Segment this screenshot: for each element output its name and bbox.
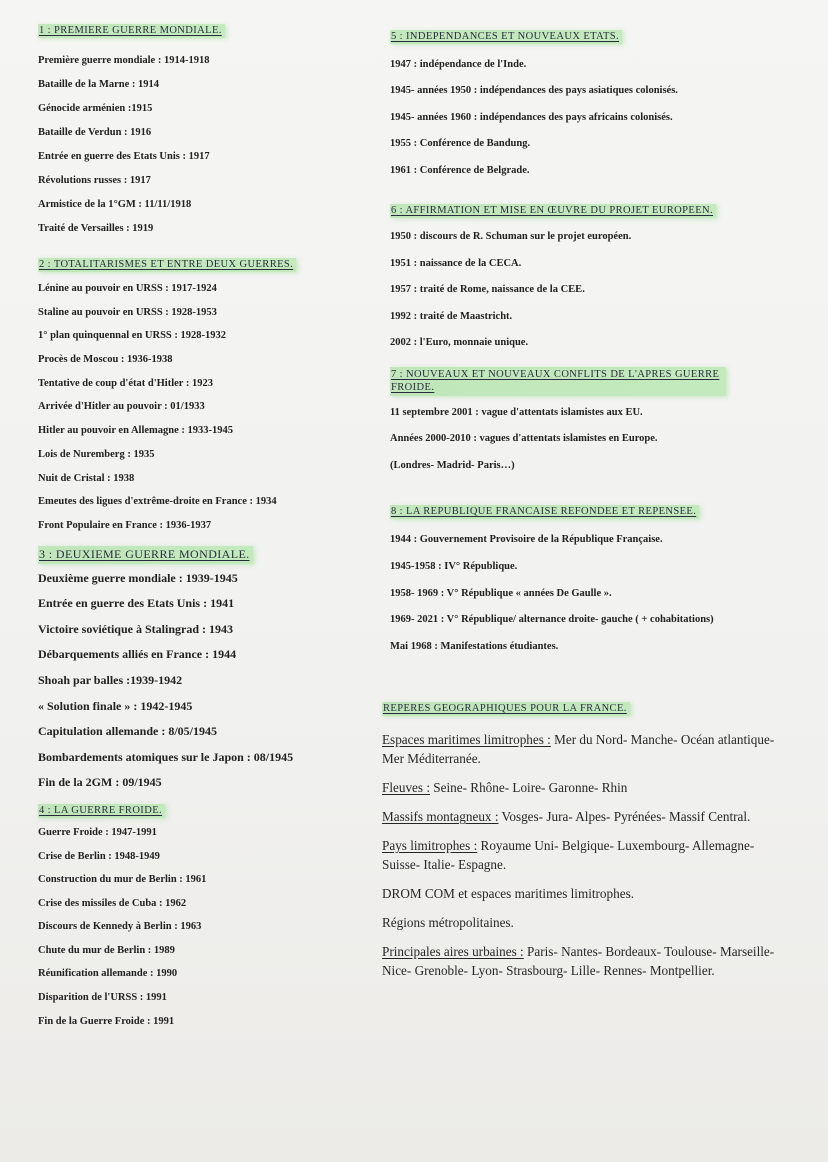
list-item: « Solution finale » : 1942-1945 bbox=[38, 698, 193, 713]
section-independences bbox=[390, 26, 822, 190]
list-item: Front Populaire en France : 1936-1937 bbox=[38, 519, 212, 531]
left-column bbox=[38, 20, 368, 1038]
section-title: 2 : TOTALITARISMES ET ENTRE DEUX GUERRES. bbox=[38, 258, 296, 272]
geography-entry bbox=[382, 942, 782, 980]
geography-entry-label: Massifs montagneux : bbox=[382, 809, 499, 824]
geography-entry bbox=[382, 884, 782, 903]
list-item: Crise des missiles de Cuba : 1962 bbox=[38, 897, 187, 909]
list-item: Fin de la 2GM : 09/1945 bbox=[38, 775, 162, 790]
list-item: Discours de Kennedy à Berlin : 1963 bbox=[38, 921, 202, 933]
section-geography-france bbox=[382, 698, 782, 990]
list-item: Années 2000-2010 : vagues d'attentats islamistes en Europe. bbox=[390, 433, 658, 445]
list-item: 1945- années 1950 : indépendances des pays asiatiques colonisés. bbox=[390, 85, 678, 97]
list-item: Révolutions russes : 1917 bbox=[38, 175, 151, 186]
list-item: Réunification allemande : 1990 bbox=[38, 968, 178, 980]
list-item: 1957 : traité de Rome, naissance de la CEE. bbox=[390, 284, 585, 296]
list-item: Nuit de Cristal : 1938 bbox=[38, 472, 135, 484]
list-item: Lénine au pouvoir en URSS : 1917-1924 bbox=[38, 283, 217, 294]
section-title: 1 : PREMIERE GUERRE MONDIALE. bbox=[38, 24, 225, 38]
list-item: Victoire soviétique à Stalingrad : 1943 bbox=[38, 621, 233, 636]
list-item: 1945-1958 : IV° République. bbox=[390, 561, 518, 573]
section-title: 5 : INDEPENDANCES ET NOUVEAUX ETATS. bbox=[390, 30, 622, 44]
list-item: Mai 1968 : Manifestations étudiantes. bbox=[390, 640, 559, 652]
list-item: Lois de Nuremberg : 1935 bbox=[38, 448, 155, 460]
list-item: 1992 : traité de Maastricht. bbox=[390, 310, 513, 322]
section-title: 4 : LA GUERRE FROIDE. bbox=[38, 804, 165, 818]
list-item: 1961 : Conférence de Belgrade. bbox=[390, 164, 530, 176]
geography-entry-text: DROM COM et espaces maritimes limitrophes. bbox=[382, 886, 634, 901]
geography-entry-label: Pays limitrophes : bbox=[382, 838, 478, 853]
right-column bbox=[390, 26, 822, 666]
list-item: (Londres- Madrid- Paris…) bbox=[390, 459, 515, 471]
list-item: Bataille de la Marne : 1914 bbox=[38, 79, 160, 90]
list-item: 1950 : discours de R. Schuman sur le projet européen. bbox=[390, 230, 632, 242]
geography-entry bbox=[382, 778, 782, 797]
list-item: 1969- 2021 : V° République/ alternance droite- gauche ( + cohabitations) bbox=[390, 614, 714, 626]
geography-entry bbox=[382, 836, 782, 874]
list-item: Génocide arménien :1915 bbox=[38, 103, 153, 114]
section-title: 3 : DEUXIEME GUERRE MONDIALE. bbox=[38, 546, 253, 564]
list-item: Procès de Moscou : 1936-1938 bbox=[38, 354, 173, 366]
list-item: Staline au pouvoir en URSS : 1928-1953 bbox=[38, 306, 217, 318]
geography-entry-label: Espaces maritimes limitrophes : bbox=[382, 732, 551, 747]
section-first-world-war bbox=[38, 20, 368, 246]
list-item: Construction du mur de Berlin : 1961 bbox=[38, 874, 207, 886]
geography-entry-text: Mer du Nord- Manche- Océan atlantique- Mer Méditerranée. bbox=[382, 732, 775, 766]
section-second-world-war bbox=[38, 545, 368, 800]
geography-entry bbox=[382, 730, 782, 768]
geography-entry-text: Vosges- Jura- Alpes- Pyrénées- Massif Central. bbox=[498, 809, 751, 824]
list-item: Disparition de l'URSS : 1991 bbox=[38, 992, 167, 1004]
list-item: Débarquements alliés en France : 1944 bbox=[38, 647, 237, 662]
list-item: 1955 : Conférence de Bandung. bbox=[390, 138, 531, 150]
list-item: 11 septembre 2001 : vague d'attentats islamistes aux EU. bbox=[390, 406, 643, 418]
section-french-republic bbox=[390, 501, 822, 666]
list-item: Entrée en guerre des Etats Unis : 1941 bbox=[38, 596, 235, 611]
list-item: Chute du mur de Berlin : 1989 bbox=[38, 944, 175, 956]
list-item: Crise de Berlin : 1948-1949 bbox=[38, 850, 160, 862]
list-item: 2002 : l'Euro, monnaie unique. bbox=[390, 337, 529, 349]
list-item: Guerre Froide : 1947-1991 bbox=[38, 826, 157, 838]
list-item: Première guerre mondiale : 1914-1918 bbox=[38, 55, 210, 66]
list-item: Bombardements atomiques sur le Japon : 08/1945 bbox=[38, 749, 294, 764]
list-item: Armistice de la 1°GM : 11/11/1918 bbox=[38, 199, 192, 210]
list-item: Shoah par balles :1939-1942 bbox=[38, 672, 183, 687]
list-item: Capitulation allemande : 8/05/1945 bbox=[38, 724, 218, 739]
list-item: Emeutes des ligues d'extrême-droite en France : 1934 bbox=[38, 496, 277, 508]
geography-list bbox=[382, 730, 782, 980]
list-item: Bataille de Verdun : 1916 bbox=[38, 127, 152, 138]
section-european-project bbox=[390, 200, 822, 363]
section-title: 7 : NOUVEAUX ET NOUVEAUX CONFLITS DE L'APRES GUERRE FROIDE. bbox=[390, 367, 726, 396]
geography-entry-text: Paris- Nantes- Bordeaux- Toulouse- Marseille- Nice- Grenoble- Lyon- Strasbourg- Lille- Rennes- Montpellier. bbox=[382, 944, 775, 978]
list-item: 1944 : Gouvernement Provisoire de la République Française. bbox=[390, 534, 663, 546]
section-totalitarianism bbox=[38, 254, 368, 543]
list-item: 1° plan quinquennal en URSS : 1928-1932 bbox=[38, 330, 227, 342]
geography-entry-text: Royaume Uni- Belgique- Luxembourg- Allemagne- Suisse- Italie- Espagne. bbox=[382, 838, 755, 872]
geography-entry-text: Seine- Rhône- Loire- Garonne- Rhin bbox=[430, 780, 628, 795]
section-cold-war bbox=[38, 800, 368, 1038]
list-item: Tentative de coup d'état d'Hitler : 1923 bbox=[38, 377, 213, 389]
list-item: Hitler au pouvoir en Allemagne : 1933-1945 bbox=[38, 425, 234, 437]
section-post-cold-war-conflicts bbox=[390, 367, 822, 486]
geography-entry-label: Principales aires urbaines : bbox=[382, 944, 524, 959]
geography-entry-label: Fleuves : bbox=[382, 780, 430, 795]
list-item: Deuxième guerre mondiale : 1939-1945 bbox=[38, 570, 238, 585]
geography-entry bbox=[382, 913, 782, 932]
section-title: REPERES GEOGRAPHIQUES POUR LA FRANCE. bbox=[382, 702, 630, 716]
list-item: Arrivée d'Hitler au pouvoir : 01/1933 bbox=[38, 401, 205, 413]
section-title: 6 : AFFIRMATION ET MISE EN ŒUVRE DU PROJET EUROPEEN. bbox=[390, 204, 716, 218]
list-item: 1947 : indépendance de l'Inde. bbox=[390, 59, 527, 70]
geography-entry-text: Régions métropolitaines. bbox=[382, 915, 514, 930]
section-title: 8 : LA REPUBLIQUE FRANCAISE REFONDEE ET REPENSEE. bbox=[390, 505, 699, 519]
list-item: Fin de la Guerre Froide : 1991 bbox=[38, 1015, 175, 1027]
geography-entry bbox=[382, 807, 782, 826]
list-item: 1958- 1969 : V° République « années De Gaulle ». bbox=[390, 587, 612, 599]
list-item: Entrée en guerre des Etats Unis : 1917 bbox=[38, 151, 210, 162]
list-item: 1951 : naissance de la CECA. bbox=[390, 257, 522, 269]
list-item: Traité de Versailles : 1919 bbox=[38, 223, 154, 234]
list-item: 1945- années 1960 : indépendances des pays africains colonisés. bbox=[390, 111, 673, 123]
